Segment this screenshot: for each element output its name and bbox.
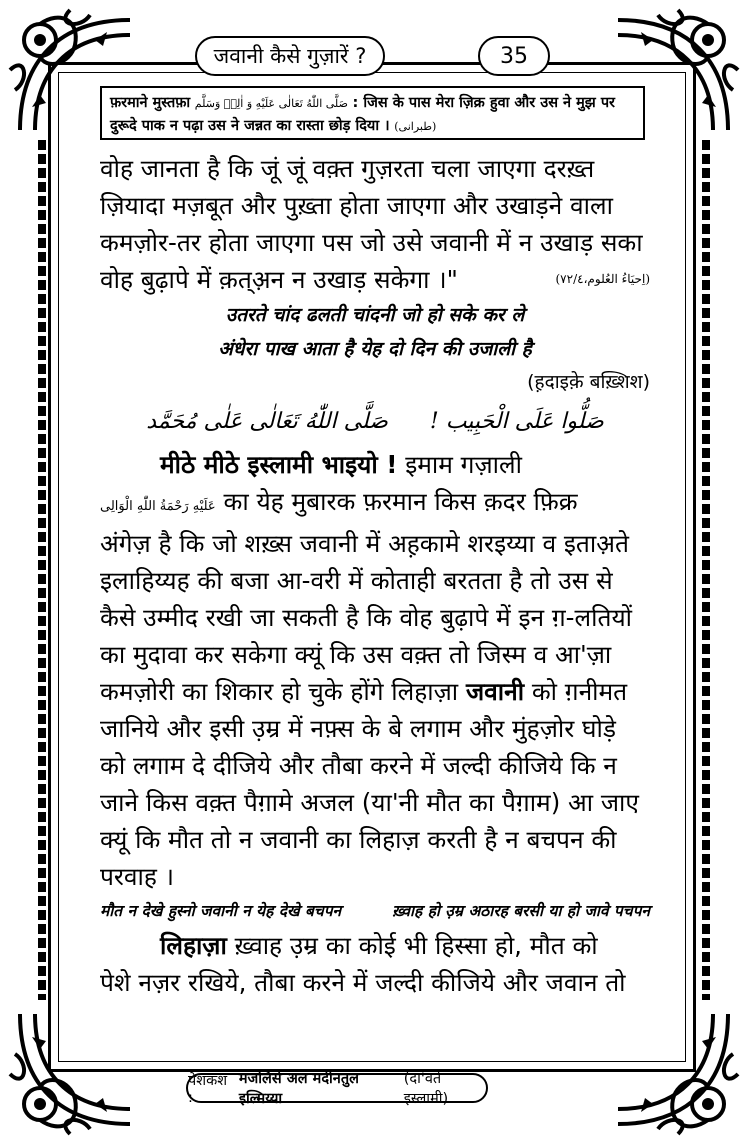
salawat-line xyxy=(100,398,650,446)
verse-left: मौत न देखे हुस्नो जवानी न येह देखे बचपन xyxy=(100,902,342,920)
text-line: ज़ियादा मज़बूत और पुख़्ता होता जाएगा और उखाड़ने वाला xyxy=(100,191,613,220)
page-number: 35 xyxy=(478,36,550,76)
footer-suffix: (दा'वते इस्लामी) xyxy=(403,1071,449,1107)
text-line-with-reference xyxy=(100,261,650,298)
salawat-right: صَلَّی اللّٰهُ تَعَالٰی عَلٰی مُحَمَّد xyxy=(146,409,388,434)
emphasis-word: लिहाज़ा xyxy=(160,931,227,960)
text-fragment: का येह मुबारक फ़रमान किस क़दर फ़िक्र xyxy=(223,487,578,516)
text-line: कमज़ोर-तर होता जाएगा पस जो उसे जवानी में न उखाड़ सका xyxy=(100,228,643,257)
text-line: क्यूं कि मौत तो न जवानी का लिहाज़ करती है न बचपन की xyxy=(100,825,617,854)
text-line: को लगाम दे दीजिये और तौबा करने में जल्दी कीजिये कि न xyxy=(100,751,617,780)
text-line: जाने किस वक़्त पैग़ामे अजल (या'नी मौत का पैग़ाम) आ जाए xyxy=(100,788,639,817)
text-fragment: को ग़नीमत xyxy=(531,677,628,706)
text-line: परवाह । xyxy=(100,862,174,891)
paragraph-3 xyxy=(100,927,650,1001)
text-line xyxy=(100,483,650,525)
text-line: का मुदावा कर सकेगा क्यूं कि उस वक़्त तो जिस्म व आ'ज़ा xyxy=(100,640,612,669)
text-line: अंगेज़ है कि जो शख़्स जवानी में अह़कामे शरइय्या व इताअ़ते xyxy=(100,529,629,558)
text-fragment: कमज़ोरी का शिकार हो चुके होंगे लिहाज़ा xyxy=(100,677,459,706)
footer-label: पेशकश : xyxy=(188,1073,228,1106)
text-line: जानिये और इसी उ़म्र में नफ़्स के बे लगाम और मुंहज़ोर घोड़े xyxy=(100,714,616,743)
corner-ornament-bottom-right xyxy=(598,994,748,1144)
paragraph-opening: मीठे मीठे इस्लामी भाइयो ! xyxy=(160,450,398,479)
text-line: पेशे नज़र रखिये, तौबा करने में जल्दी कीजिये और जवान तो xyxy=(100,968,626,997)
text-fragment: इमाम गज़ाली xyxy=(405,450,522,479)
ihya-reference: (اِحیَاءُ العُلوم،۷۲/٤) xyxy=(555,272,650,286)
paragraph-2 xyxy=(100,446,650,895)
text-line xyxy=(100,927,650,964)
verse-right: ख़्वाह हो उ़म्र अठारह बरसी या हो जावे पचपन xyxy=(392,902,650,920)
salawat-left: صَلُّوا عَلَی الْحَبِیب ! xyxy=(429,409,604,434)
verse-couplet xyxy=(100,895,650,927)
arabic-honorific: عَلَیْهِ رَحْمَةُ اللّٰهِ الْوَالِی xyxy=(100,499,216,514)
hadith-box xyxy=(100,86,645,140)
text-line xyxy=(100,673,650,710)
text-line: कैसे उम्मीद रखी जा सकती है कि वोह बुढ़ापे में इन ग़-लतियों xyxy=(100,603,633,632)
text-line: वोह बुढ़ापे में क़त्अ़न न उखाड़ सकेगा ।" xyxy=(100,265,458,294)
couplet-line-2: अंधेरा पाख आता है येह दो दिन की उजाली है xyxy=(218,338,532,360)
corner-ornament-bottom-left xyxy=(0,994,150,1144)
text-line: वोह जानता है कि जूं जूं वक़्त गुज़रता चला जाएगा दरख़्त xyxy=(100,154,595,183)
text-fragment: ख़्वाह उ़म्र का कोई भी हिस्सा हो, मौत को xyxy=(234,931,598,960)
hadith-reference: (طبرانی) xyxy=(394,120,437,133)
hadith-label: फ़रमाने मुस्तफ़ा xyxy=(110,95,191,111)
book-title: जवानी कैसे गुज़ारें ? xyxy=(195,36,385,76)
paragraph-1 xyxy=(100,150,650,298)
footer-publisher xyxy=(186,1071,488,1107)
page-content xyxy=(100,150,650,1001)
hadith-arabic-salutation: صَلَّى اللّٰهُ تَعَالٰی عَلَیْهِ وَ اٰلِهٖ وَسَلَّم xyxy=(194,97,348,110)
left-ornament-bar xyxy=(38,140,46,1000)
hadith-text-line1: : जिस के पास मेरा ज़िक्र हुवा और उस ने मुझ पर xyxy=(352,95,615,111)
right-ornament-bar xyxy=(702,140,710,1000)
text-line: इलाहिय्यह की बजा आ-वरी में कोताही बरतता है तो उस से xyxy=(100,566,613,595)
couplet-source: (ह़दाइके़ बख़्शिश) xyxy=(527,371,650,393)
text-line xyxy=(100,446,650,483)
hadith-text-line2: दुरूदे पाक न पढ़ा उस ने जन्नत का रास्ता छोड़ दिया । xyxy=(110,118,390,134)
couplet-line-1: उतरते चांद ढलती चांदनी जो हो सके कर ले xyxy=(225,304,525,326)
emphasis-word: जवानी xyxy=(465,677,525,706)
footer-publisher-name: मजलिसे अल मदीनतुल इल्मिय्या xyxy=(238,1071,359,1107)
